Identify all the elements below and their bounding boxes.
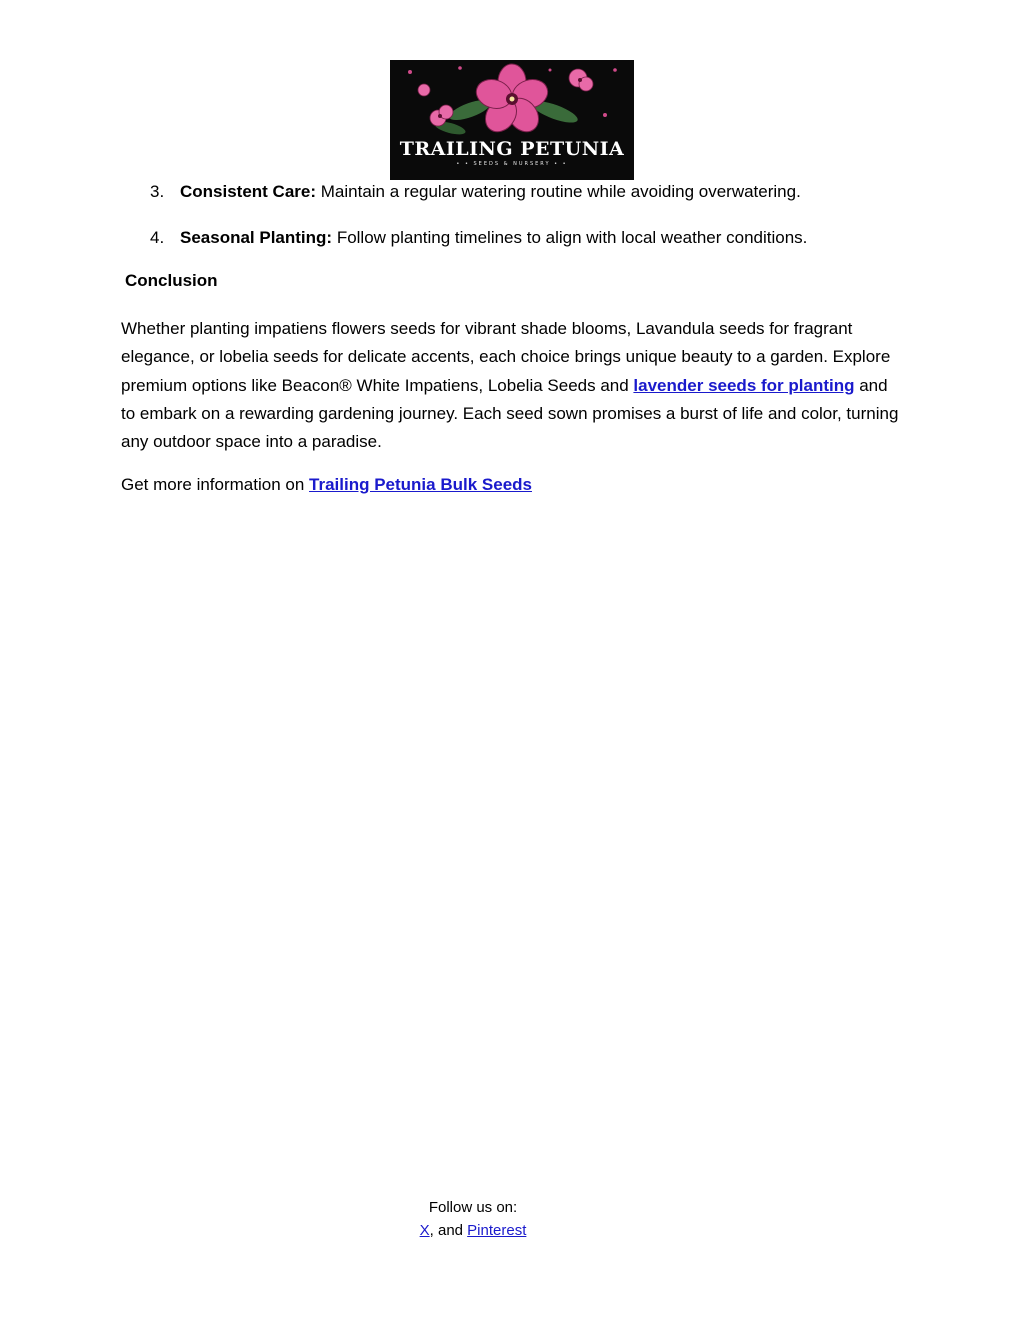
trailing-petunia-link[interactable]: Trailing Petunia Bulk Seeds	[309, 475, 532, 494]
conclusion-paragraph	[121, 315, 906, 456]
social-links	[0, 1222, 946, 1239]
list-label: Seasonal Planting:	[180, 228, 333, 247]
paragraph-text: Whether planting impatiens flowers seeds for vibrant shade blooms, Lavandula seeds for fragrant elegance, or lobelia seeds for delicate accents, each choice brings unique beauty to a garden. Explore premium options like Beacon® White Impatiens, Lobelia Seeds and	[121, 319, 891, 395]
list-number: 4.	[150, 228, 165, 247]
list-number: 3.	[150, 182, 165, 201]
logo-title: TRAILING PETUNIA	[399, 138, 625, 160]
logo-subtitle: • • SEEDS & NURSERY • •	[456, 161, 568, 167]
links-separator: , and	[429, 1222, 468, 1239]
lavender-seeds-link[interactable]: lavender seeds for planting	[633, 375, 855, 395]
list-text	[180, 227, 807, 249]
pinterest-link[interactable]: Pinterest	[467, 1222, 527, 1239]
x-link[interactable]: X	[419, 1222, 430, 1239]
brand-logo	[390, 60, 634, 180]
list-label: Consistent Care:	[180, 182, 317, 201]
list-description: Maintain a regular watering routine while avoiding overwatering.	[316, 182, 801, 201]
paragraph-text: and to embark on a rewarding gardening journey. Each seed sown promises a burst of life and color, turning any outdoor space into a paradise.	[121, 375, 899, 452]
list-text	[180, 181, 801, 203]
list-description: Follow planting timelines to align with local weather conditions.	[332, 228, 808, 247]
follow-label: Follow us on:	[428, 1199, 518, 1216]
conclusion-heading: Conclusion	[125, 271, 218, 290]
more-info-line	[121, 473, 532, 497]
more-info-text: Get more information on	[121, 475, 310, 494]
